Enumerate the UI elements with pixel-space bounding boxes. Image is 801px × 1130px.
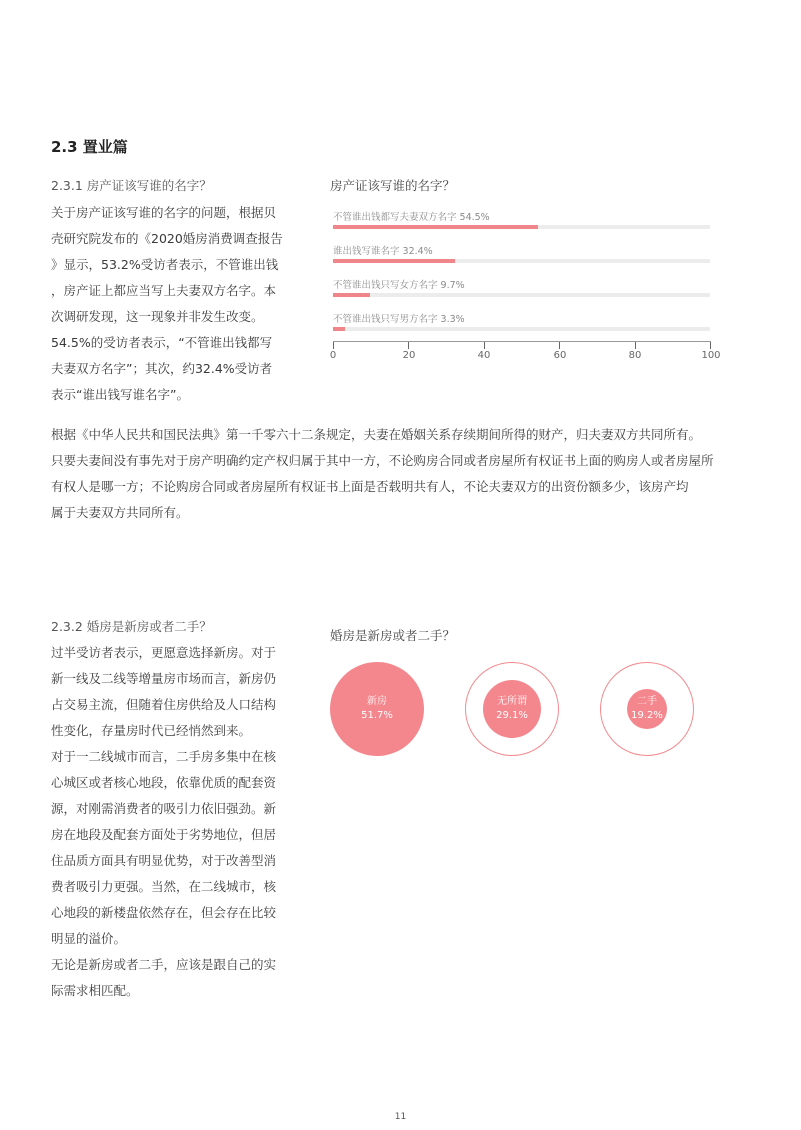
bubble-second-hand — [627, 689, 667, 729]
text-line: 占交易主流，但随着住房供给及人口结构 — [51, 697, 277, 712]
text-line: 》显示，53.2%受访者表示，不管谁出钱 — [51, 257, 279, 272]
text-line: 表示“谁出钱写谁名字”。 — [51, 387, 189, 402]
text-line: 房在地段及配套方面处于劣势地位，但居 — [51, 827, 277, 842]
bar — [333, 259, 455, 263]
full-paragraph-1 — [51, 422, 761, 526]
bubble-value: 29.1% — [496, 710, 528, 721]
x-tick-label: 0 — [329, 350, 337, 361]
subsection-title-1: 2.3.1 房产证该写谁的名字？ — [51, 178, 212, 193]
bar — [333, 225, 538, 229]
text-line: 源，对刚需消费者的吸引力依旧强劲。新 — [51, 801, 277, 816]
text-line: 只要夫妻间没有事先对于房产明确约定产权归属于其中一方，不论购房合同或者房屋所有权证书上面的购房人或者房屋所 — [51, 453, 714, 468]
text-line: 新一线及二线等增量房市场而言，新房仍 — [51, 671, 277, 686]
left-paragraph-2 — [51, 640, 311, 1004]
x-tick-label: 20 — [402, 350, 416, 361]
bubble-label: 新房 — [367, 696, 387, 707]
text-line: ，房产证上都应当写上夫妻双方名字。本 — [51, 283, 277, 298]
text-line: 壳研究院发布的《2020婚房消费调查报告 — [51, 231, 283, 246]
x-tick-label: 40 — [477, 350, 491, 361]
bar-track — [333, 259, 710, 263]
x-tick — [559, 342, 560, 349]
text-line: 对于一二线城市而言，二手房多集中在核 — [51, 749, 277, 764]
text-line: 次调研发现，这一现象并非发生改变。 — [51, 309, 264, 324]
page-number: 11 — [394, 1112, 407, 1122]
text-line: 54.5%的受访者表示，“不管谁出钱都写 — [51, 335, 273, 350]
bar — [333, 327, 345, 331]
bubble-chart-title: 婚房是新房或者二手？ — [330, 628, 456, 643]
text-line: 费者吸引力更强。当然，在二线城市，核 — [51, 879, 277, 894]
text-line: 关于房产证该写谁的名字的问题，根据贝 — [51, 205, 277, 220]
bubble-outer — [330, 662, 424, 756]
bar-label: 不管谁出钱只写男方名字 3.3% — [333, 314, 465, 325]
section-title: 2.3 置业篇 — [51, 138, 128, 156]
x-tick-label: 80 — [628, 350, 642, 361]
text-line: 过半受访者表示，更愿意选择新房。对于 — [51, 645, 277, 660]
text-line: 夫妻双方名字”；其次，约32.4%受访者 — [51, 361, 273, 376]
text-line: 性变化，存量房时代已经悄然到来。 — [51, 723, 252, 738]
x-tick-label: 60 — [553, 350, 567, 361]
text-line: 心地段的新楼盘依然存在，但会存在比较 — [51, 905, 277, 920]
text-line: 心城区或者核心地段，依靠优质的配套资 — [51, 775, 277, 790]
bubble-value: 51.7% — [361, 710, 393, 721]
x-axis-line — [333, 341, 711, 342]
bubble-value: 19.2% — [631, 710, 663, 721]
text-line: 无论是新房或者二手，应该是跟自己的实 — [51, 957, 277, 972]
left-paragraph-1 — [51, 200, 311, 408]
text-line: 有权人是哪一方；不论购房合同或者房屋所有权证书上面是否载明共有人，不论夫妻双方的出资份额多少，该房产均 — [51, 479, 689, 494]
x-tick — [635, 342, 636, 349]
bubble-label: 二手 — [637, 696, 657, 707]
bar-track — [333, 225, 710, 229]
x-tick — [333, 342, 334, 349]
bar-label: 不管谁出钱只写女方名字 9.7% — [333, 280, 465, 291]
text-line: 根据《中华人民共和国民法典》第一千零六十二条规定，夫妻在婚姻关系存续期间所得的财产，归夫妻双方共同所有。 — [51, 427, 702, 442]
x-tick — [408, 342, 409, 349]
bubble-label: 无所谓 — [497, 696, 527, 707]
bubble-outer — [465, 662, 559, 756]
text-line: 住品质方面具有明显优势，对于改善型消 — [51, 853, 277, 868]
bar — [333, 293, 370, 297]
subsection-title-2: 2.3.2 婚房是新房或者二手？ — [51, 619, 212, 634]
text-line: 属于夫妻双方共同所有。 — [51, 505, 189, 520]
text-line: 际需求相匹配。 — [51, 983, 139, 998]
bar-label: 不管谁出钱都写夫妻双方名字 54.5% — [333, 212, 490, 223]
bar-label: 谁出钱写谁名字 32.4% — [333, 246, 433, 257]
text-line: 明显的溢价。 — [51, 931, 127, 946]
x-tick — [710, 342, 711, 349]
bar-track — [333, 293, 710, 297]
x-tick — [484, 342, 485, 349]
bubble-new-house — [330, 662, 424, 756]
bubble-outer — [600, 662, 694, 756]
bubble-no-preference — [483, 680, 541, 738]
bar-track — [333, 327, 710, 331]
bar-chart-title: 房产证该写谁的名字？ — [330, 178, 456, 193]
x-tick-label: 100 — [701, 350, 721, 361]
